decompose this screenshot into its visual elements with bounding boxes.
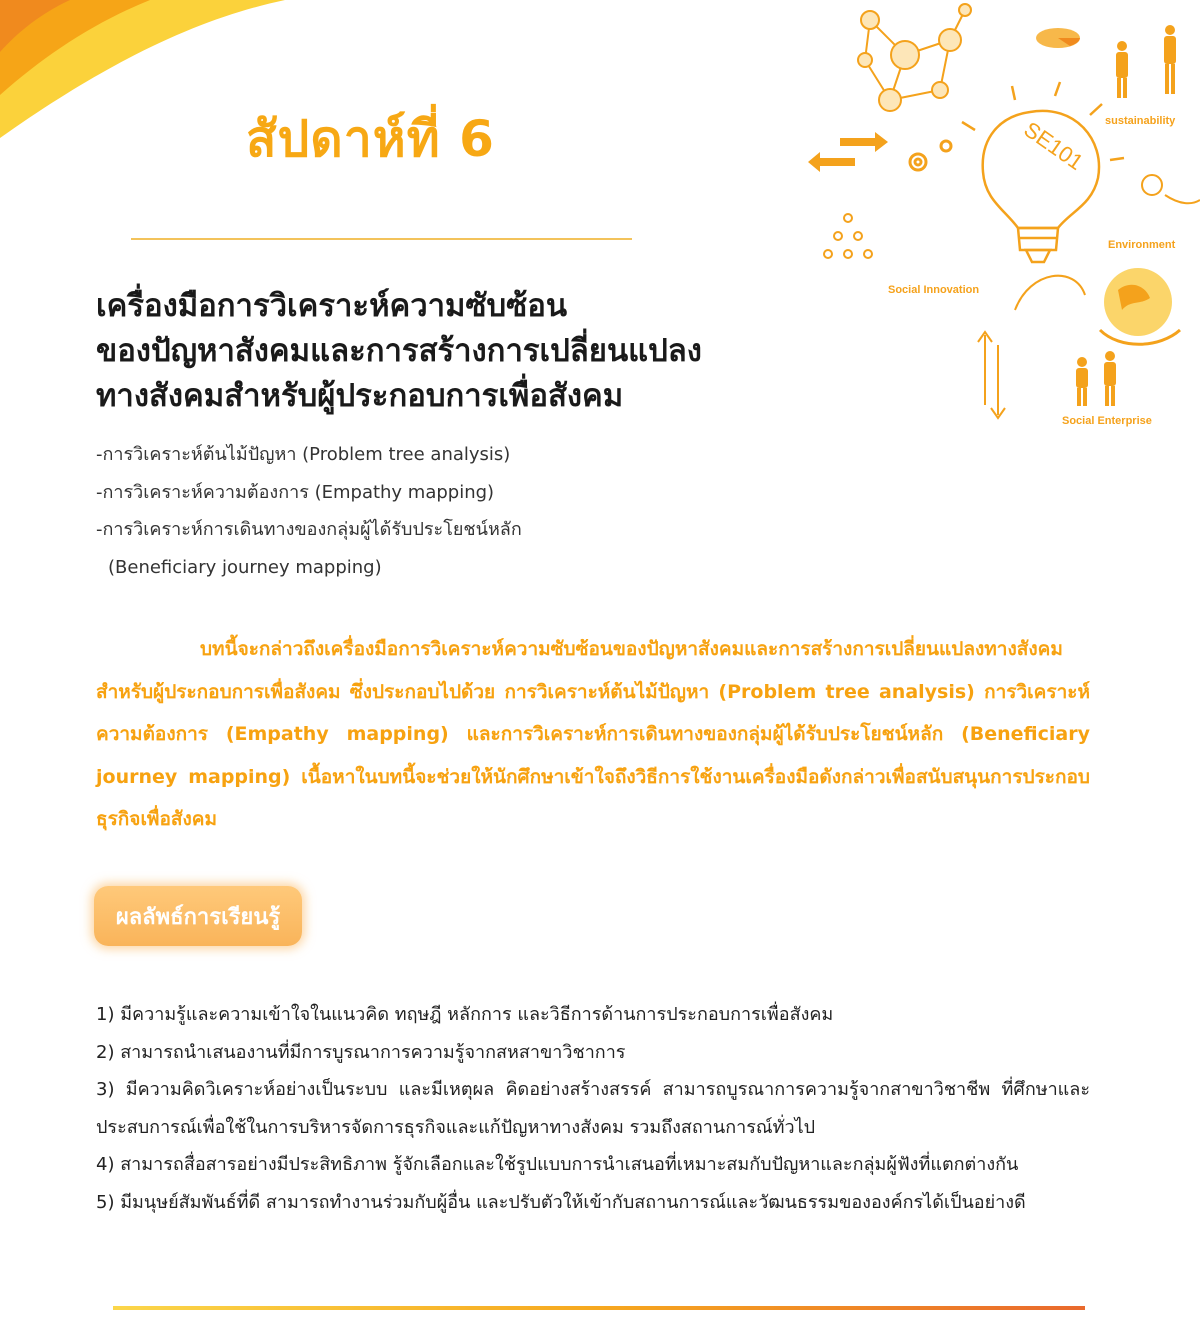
bottom-divider (113, 1306, 1085, 1310)
tools-list (96, 436, 522, 586)
week-title: สัปดาห์ที่ 6 (246, 110, 495, 168)
hands-globe-icon (1100, 268, 1180, 344)
main-heading (96, 284, 796, 419)
tool-item: (Beneficiary journey mapping) (108, 556, 382, 578)
outcome-item: 2) สามารถนำเสนองานที่มีการบูรณาการความรู้จากสหสาขาวิชาการ (96, 1041, 626, 1063)
tool-item: -การวิเคราะห์ต้นไม้ปัญหา (Problem tree analysis) (96, 444, 511, 465)
label-sustainability: sustainability (1105, 115, 1176, 127)
outcome-item: 4) สามารถสื่อสารอย่างมีประสิทธิภาพ รู้จักเลือกและใช้รูปแบบการนำเสนอที่เหมาะสมกับปัญหาและกลุ่มผู้ฟังที่แตกต่างกัน (96, 1154, 1019, 1175)
outcome-item: 3) มีความคิดวิเคราะห์อย่างเป็นระบบ และมีเหตุผล คิดอย่างสร้างสรรค์ สามารถบูรณาการความรู้จากสาขาวิชาชีพ ที่ศึกษาและประสบการณ์เพื่อใช้ในการบริหารจัดการธุรกิจและแก้ปัญหาทางสังคม รวมถึงสถานการณ์ทั่วไป (96, 1079, 1090, 1138)
title-divider (131, 238, 632, 240)
curved-arrow-icon (1015, 276, 1085, 310)
learning-outcomes-list (96, 996, 1090, 1221)
intro-text: บทนี้จะกล่าวถึงเครื่องมือการวิเคราะห์ความซับซ้อนของปัญหาสังคมและการสร้างการเปลี่ยนแปลงทางสังคมสำหรับผู้ประกอบการเพื่อสังคม ซึ่งประกอบไปด้วย การวิเคราะห์ต้นไม้ปัญหา (Problem tree analysis) การวิเคราะห์ความต้องการ (Empathy mapping) และการวิเคราะห์การเดินทางของกลุ่มผู้ได้รับประโยชน์หลัก (Beneficiary journey mapping) เนื้อหาในบทนี้จะช่วยให้นักศึกษาเข้าใจถึงวิธีการใช้งานเครื่องมือดังกล่าวเพื่อสนับสนุนการประกอบธุรกิจเพื่อสังคม (96, 638, 1090, 830)
label-social-enterprise: Social Enterprise (1062, 415, 1152, 427)
label-social-innovation: Social Innovation (888, 284, 980, 296)
pie-chart-icon (1036, 28, 1080, 48)
molecule-network-icon (858, 4, 971, 111)
businessmen-icon (1116, 25, 1176, 98)
social-enterprise-illustration (800, 0, 1200, 440)
label-environment: Environment (1108, 239, 1176, 251)
gears-icon (910, 141, 951, 170)
heading-line-1: เครื่องมือการวิเคราะห์ความซับซ้อน (96, 288, 568, 324)
outcome-item: 1) มีความรู้และความเข้าใจในแนวคิด ทฤษฎี หลักการ และวิธีการด้านการประกอบการเพื่อสังคม (96, 1004, 834, 1025)
updown-arrows-icon (978, 332, 1005, 418)
tool-item: -การวิเคราะห์ความต้องการ (Empathy mapping) (96, 481, 495, 503)
hand-bulb-icon (1142, 175, 1200, 203)
people-group-icon (824, 214, 872, 258)
arrows-icon (808, 132, 888, 172)
social-enterprise-people-icon (1076, 351, 1116, 406)
heading-line-3: ทางสังคมสำหรับผู้ประกอบการเพื่อสังคม (96, 378, 624, 414)
outcome-item: 5) มีมนุษย์สัมพันธ์ที่ดี สามารถทำงานร่วมกับผู้อื่น และปรับตัวให้เข้ากับสถานการณ์และวัฒนธรรมขององค์กรได้เป็นอย่างดี (96, 1191, 1026, 1213)
intro-paragraph (96, 628, 1090, 841)
bulb-text: SE101 (1019, 116, 1088, 175)
heading-line-2: ของปัญหาสังคมและการสร้างการเปลี่ยนแปลง (96, 333, 702, 369)
learning-outcomes-badge: ผลลัพธ์การเรียนรู้ (94, 886, 302, 946)
tool-item: -การวิเคราะห์การเดินทางของกลุ่มผู้ได้รับประโยชน์หลัก (96, 519, 522, 540)
light-bulb-icon (962, 82, 1124, 262)
